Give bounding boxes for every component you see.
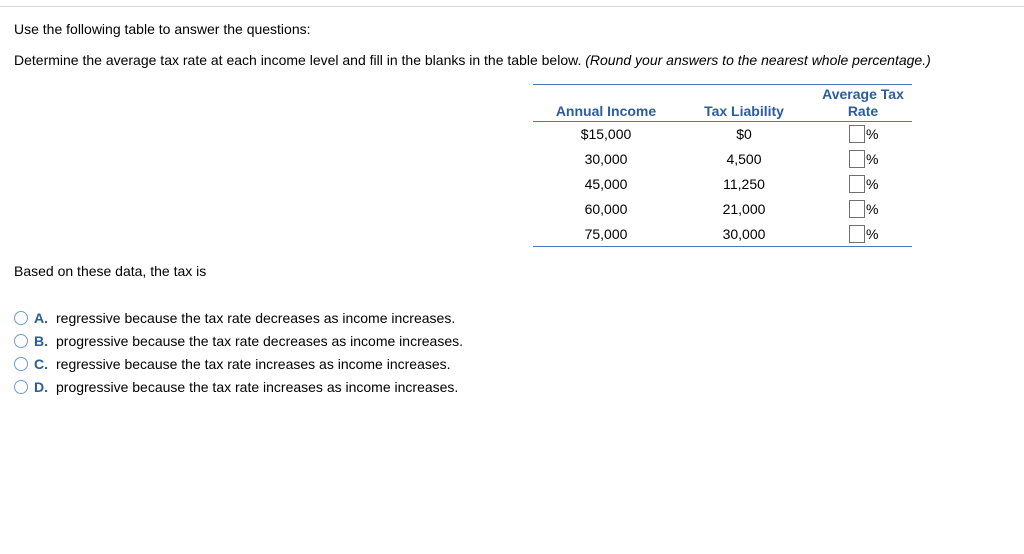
header-rate-line2: Rate (847, 103, 879, 119)
header-annual-income: Annual Income (555, 103, 657, 119)
table-top-rule (533, 84, 912, 85)
option-text: regressive because the tax rate increases as income increases. (56, 355, 451, 372)
liability-cell: $0 (736, 126, 752, 142)
option-text: regressive because the tax rate decreases as income increases. (56, 309, 456, 326)
radio-button-icon[interactable] (14, 380, 28, 394)
header-average-tax-rate (809, 86, 917, 120)
option-letter: D. (34, 378, 48, 395)
liability-cell: 30,000 (722, 226, 766, 242)
liability-cell: 4,500 (726, 151, 762, 167)
option-b[interactable] (14, 329, 463, 352)
option-c[interactable] (14, 352, 463, 375)
radio-button-icon[interactable] (14, 311, 28, 325)
intro-text: Use the following table to answer the questions: (14, 21, 311, 37)
rate-input-4[interactable] (849, 200, 865, 218)
option-a[interactable] (14, 306, 463, 329)
header-tax-liability: Tax Liability (704, 103, 784, 119)
question-text: Based on these data, the tax is (14, 263, 207, 279)
liability-cell: 21,000 (722, 201, 766, 217)
option-letter: C. (34, 355, 48, 372)
liability-cell: 11,250 (723, 176, 765, 192)
percent-unit: % (866, 126, 879, 142)
income-cell: 60,000 (584, 201, 628, 217)
answer-options (14, 306, 463, 398)
table-row (533, 122, 912, 147)
option-d[interactable] (14, 375, 463, 398)
income-cell: 75,000 (584, 226, 628, 242)
table-row (533, 197, 912, 222)
rate-input-1[interactable] (849, 125, 865, 143)
income-cell: 45,000 (584, 176, 628, 192)
option-text: progressive because the tax rate decreases as income increases. (56, 332, 463, 349)
header-rate-line1: Average Tax (822, 86, 904, 102)
radio-button-icon[interactable] (14, 334, 28, 348)
table-row (533, 147, 912, 172)
option-text: progressive because the tax rate increases as income increases. (56, 378, 459, 395)
rate-input-5[interactable] (849, 225, 865, 243)
percent-unit: % (866, 151, 879, 167)
income-cell: 30,000 (584, 151, 628, 167)
table-bottom-rule (533, 246, 912, 247)
rate-input-2[interactable] (849, 150, 865, 168)
option-letter: A. (34, 309, 48, 326)
percent-unit: % (866, 201, 879, 217)
rate-input-3[interactable] (849, 175, 865, 193)
table-row (533, 222, 912, 247)
instruction-note: (Round your answers to the nearest whole percentage.) (585, 52, 931, 68)
top-divider (0, 6, 1024, 7)
percent-unit: % (866, 176, 879, 192)
instruction-text (14, 52, 931, 68)
table-row (533, 172, 912, 197)
radio-button-icon[interactable] (14, 357, 28, 371)
instruction-main: Determine the average tax rate at each income level and fill in the blanks in the table below. (14, 52, 582, 68)
percent-unit: % (866, 226, 879, 242)
option-letter: B. (34, 332, 48, 349)
income-cell: $15,000 (580, 126, 632, 142)
